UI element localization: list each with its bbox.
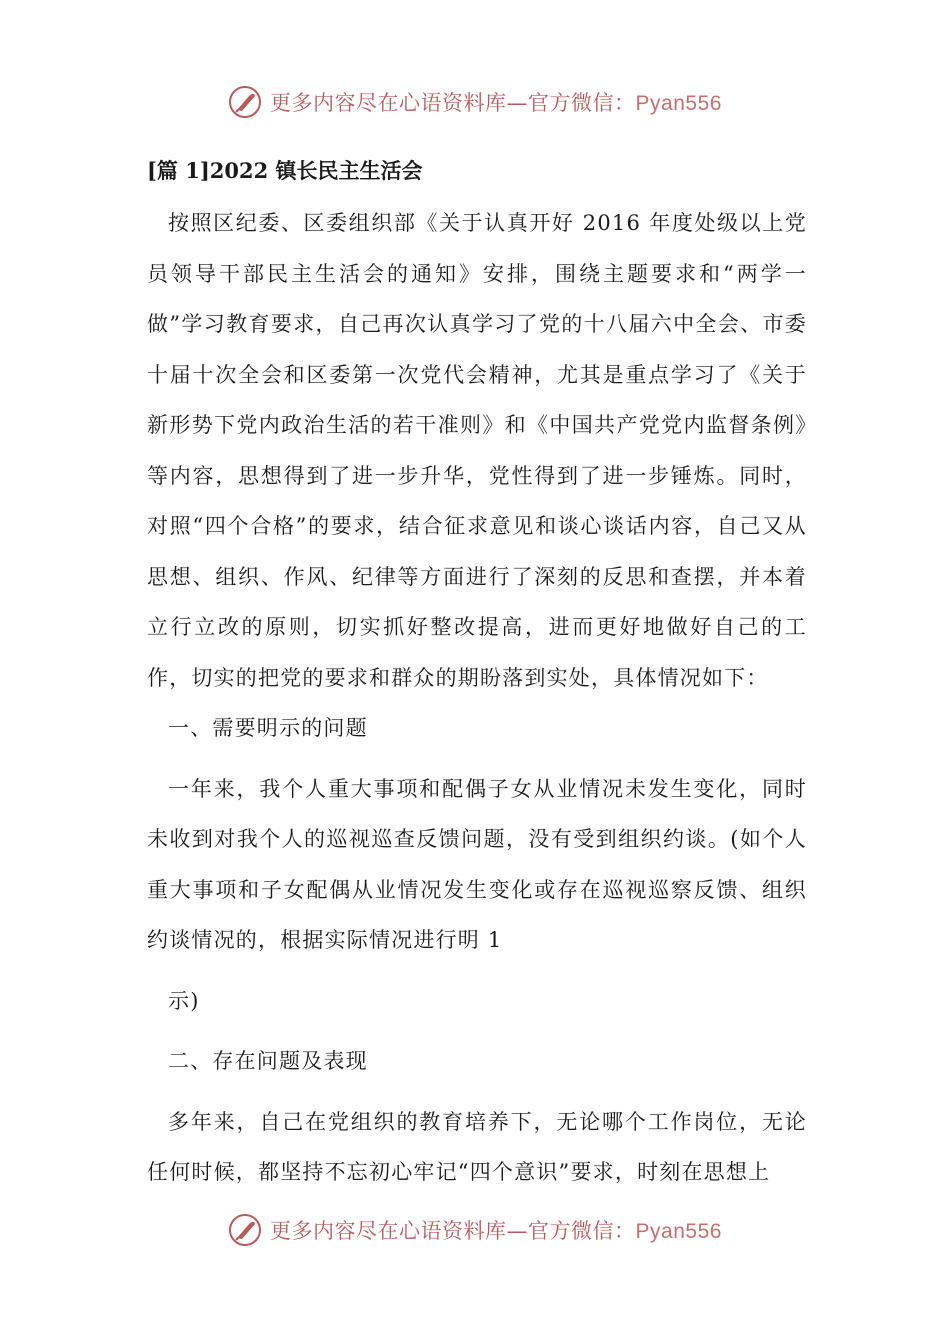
intro-paragraph: 按照区纪委、区委组织部《关于认真开好 2016 年度处级以上党员领导干部民主生活会的通知》安排，围绕主题要求和“两学一做”学习教育要求，自己再次认真学习了党的十八届六中全会、市委十届十次全会和区委第一次党代会精神，尤其是重点学习了《关于新形势下党内政治生活的若干准则》和《中国共产党党内监督条例》等内容，思想得到了进一步升华，党性得到了进一步锤炼。同时，对照“四个合格”的要求，结合征求意见和谈心谈话内容，自己又从思想、组织、作风、纪律等方面进行了深刻的反思和查摆，并本着立行立改的原则，切实抓好整改提高，进而更好地做好自己的工作，切实的把党的要求和群众的期盼落到实处，具体情况如下： [147, 211, 807, 690]
watermark-banner-top [0, 82, 950, 122]
watermark-wechat-label: 官方微信： [528, 91, 636, 115]
watermark-text [270, 87, 722, 117]
watermark-banner-bottom [0, 1210, 950, 1250]
section2-paragraph: 多年来，自己在党组织的教育培养下，无论哪个工作岗位，无论任何时候，都坚持不忘初心牢记“四个意识”要求，时刻在思想上 [147, 1109, 807, 1184]
watermark-brand: 更多内容尽在心语资料库 [270, 91, 507, 115]
document-title: [篇 1]2022 镇长民主生活会 [147, 158, 423, 183]
watermark-wechat-id: Pyan556 [635, 92, 722, 115]
section1-paragraph: 一年来，我个人重大事项和配偶子女从业情况未发生变化，同时未收到对我个人的巡视巡查反馈问题，没有受到组织约谈。(如个人重大事项和子女配偶从业情况发生变化或存在巡视巡察反馈、组织约谈情况的，根据实际情况进行明 1 [147, 776, 807, 952]
watermark-wechat-label: 官方微信： [528, 1219, 636, 1243]
quill-pen-icon [228, 85, 262, 119]
document-body [147, 148, 807, 1198]
watermark-brand: 更多内容尽在心语资料库 [270, 1219, 507, 1243]
quill-pen-icon [228, 1213, 262, 1247]
section1-heading: 一、需要明示的问题 [168, 716, 368, 740]
watermark-separator: — [506, 1219, 529, 1243]
watermark-wechat-id: Pyan556 [635, 1220, 722, 1243]
watermark-separator: — [506, 91, 529, 115]
section1-paragraph-tail: 示) [168, 988, 200, 1013]
section2-heading: 二、存在问题及表现 [168, 1049, 368, 1073]
watermark-text [270, 1215, 722, 1245]
